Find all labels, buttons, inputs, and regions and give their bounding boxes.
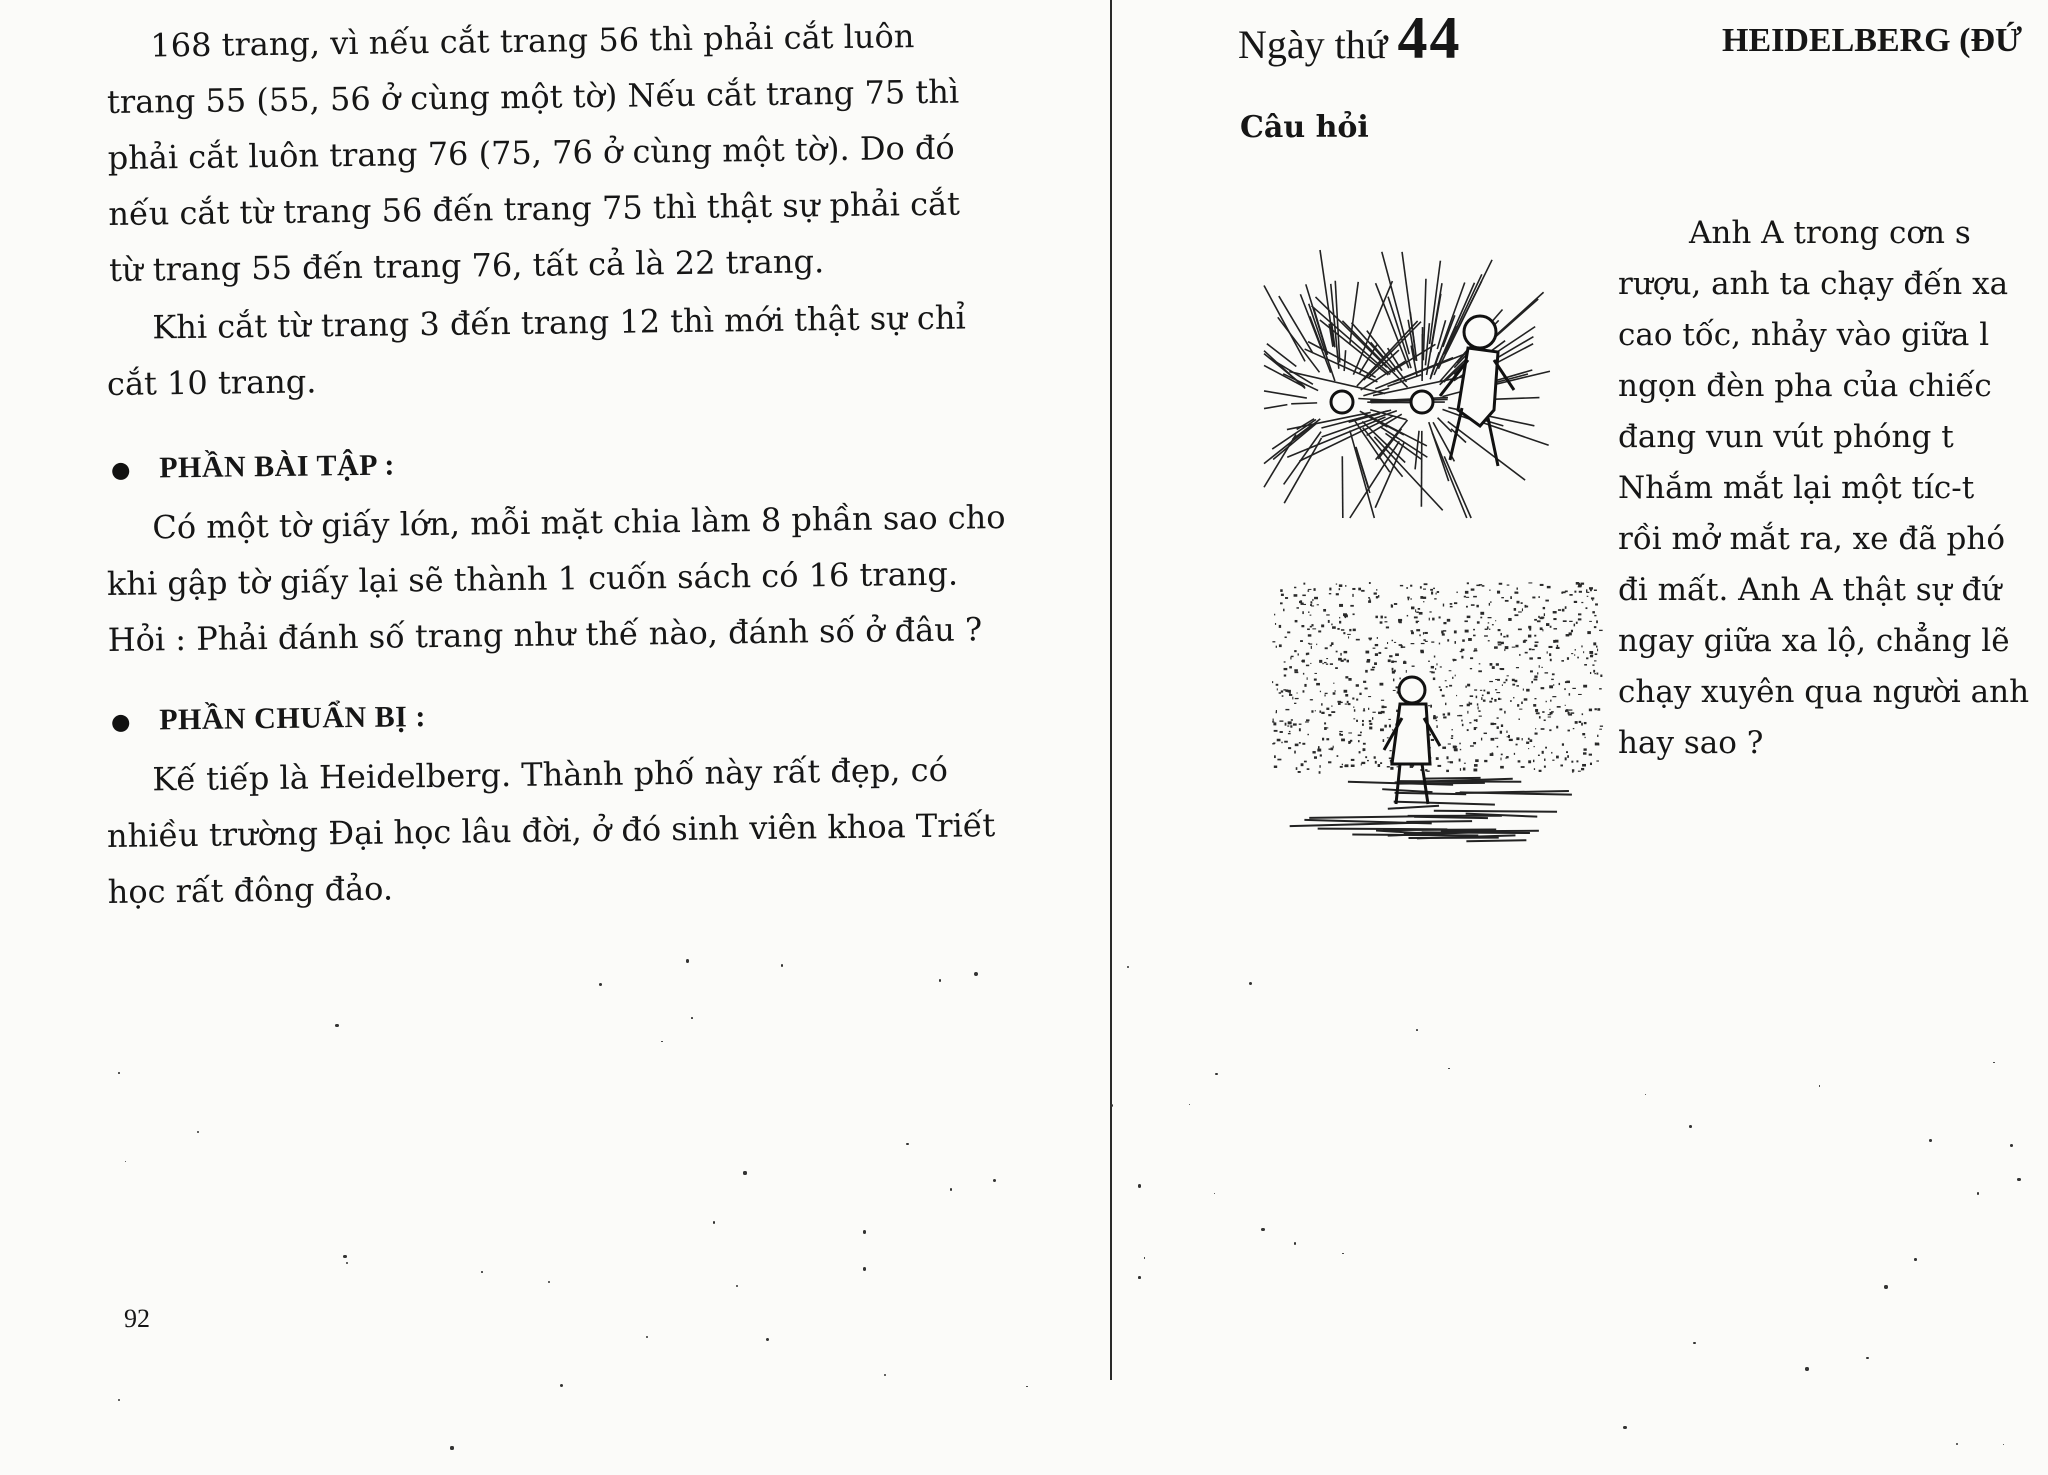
question-label: Câu hỏi	[1240, 110, 1369, 145]
text-line: Anh A trong cơn s	[1689, 215, 1971, 251]
text-line: Hỏi : Phải đánh số trang như thế nào, đánh số ở đâu ?	[107, 610, 983, 659]
text-line: ngọn đèn pha của chiếc	[1618, 368, 1992, 404]
text-line: trang 55 (55, 56 ở cùng một tờ) Nếu cắt trang 75 thì	[106, 72, 960, 121]
text-line: cao tốc, nhảy vào giữa l	[1618, 317, 1990, 353]
exercise-paragraph	[106, 489, 1006, 668]
day-label: Ngày thứ	[1238, 22, 1388, 67]
text-line: nhiều trường Đại học lâu đời, ở đó sinh viên khoa Triết	[106, 806, 996, 855]
bullet-icon	[112, 714, 129, 731]
day-number: 44	[1397, 5, 1462, 71]
text-line: nếu cắt từ trang 56 đến trang 75 thì thật sự phải cắt	[108, 184, 961, 233]
text-line: từ trang 55 đến trang 76, tất cả là 22 trang.	[108, 242, 825, 289]
paragraph-answer-note	[106, 289, 997, 412]
exercise-heading-label: PHẦN BÀI TẬP :	[158, 448, 396, 485]
exercise-heading	[112, 449, 395, 486]
text-line: Có một tờ giấy lớn, mỗi mặt chia làm 8 phần sao cho	[152, 498, 1006, 547]
text-line: Nhắm mắt lại một tíc-t	[1618, 470, 1975, 506]
text-line: hay sao ?	[1618, 725, 1764, 761]
text-line: Khi cắt từ trang 3 đến trang 12 thì mới thật sự chỉ	[152, 298, 966, 347]
paragraph-answer-continued	[106, 7, 999, 298]
text-line: rượu, anh ta chạy đến xa	[1618, 266, 2009, 302]
text-line: đang vun vút phóng t	[1618, 419, 1954, 455]
text-line: Kế tiếp là Heidelberg. Thành phố này rất đẹp, có	[152, 750, 949, 799]
page-number: 92	[124, 1304, 150, 1333]
text-line: khi gập tờ giấy lại sẽ thành 1 cuốn sách có 16 trang.	[106, 554, 959, 603]
text-line: học rất đông đảo.	[107, 869, 394, 911]
man-in-car-headlights-illustration	[1262, 240, 1617, 520]
text-line: 168 trang, vì nếu cắt trang 56 thì phải cắt luôn	[150, 17, 915, 65]
prep-heading-label: PHẦN CHUẨN BỊ :	[158, 700, 427, 737]
chapter-title: HEIDELBERG (ĐỨ	[1722, 22, 2023, 59]
man-standing-on-highway-illustration	[1262, 578, 1617, 848]
text-line: rồi mở mắt ra, xe đã phó	[1618, 521, 2006, 557]
text-line: ngay giữa xa lộ, chẳng lẽ	[1618, 623, 2010, 659]
right-page	[1112, 0, 2048, 1475]
text-line: chạy xuyên qua người anh	[1618, 674, 2030, 710]
day-title	[1238, 4, 1461, 73]
prep-heading	[112, 700, 426, 738]
text-line: phải cắt luôn trang 76 (75, 76 ở cùng một tờ). Do đó	[107, 128, 955, 177]
text-line: cắt 10 trang.	[106, 362, 317, 403]
question-text	[1618, 208, 2048, 769]
text-line: đi mất. Anh A thật sự đứ	[1618, 572, 2002, 608]
bullet-icon	[112, 462, 129, 479]
prep-paragraph	[106, 741, 998, 920]
